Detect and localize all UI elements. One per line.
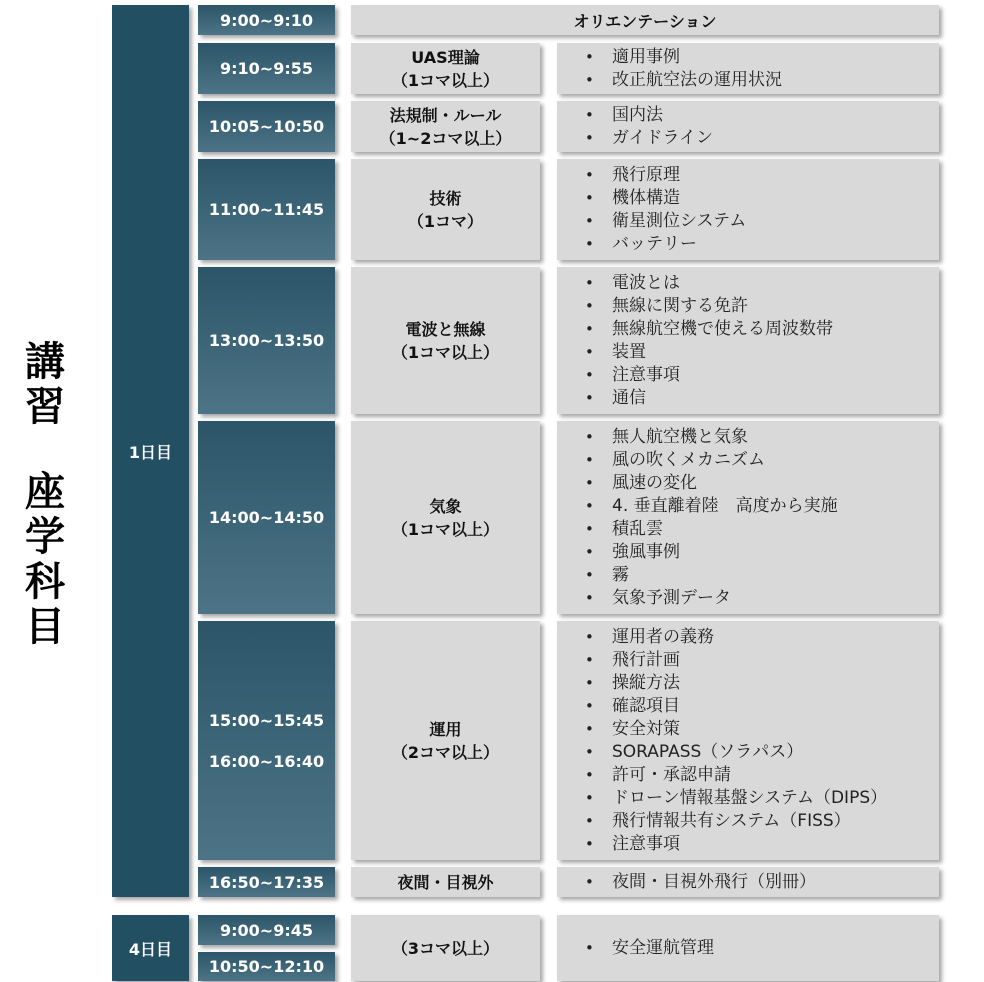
row-subject	[351, 159, 540, 260]
list-item: • 強風事例	[585, 541, 939, 564]
row-subject	[351, 101, 540, 152]
title-char: 座	[25, 469, 65, 515]
row-content	[557, 267, 939, 414]
list-item: • 操縦方法	[585, 672, 939, 695]
list-item: • ガイドライン	[585, 127, 939, 150]
orientation-label: オリエンテーション	[573, 11, 717, 31]
list-item: • ドローン情報基盤システム（DIPS）	[585, 787, 939, 810]
list-item: • 改正航空法の運用状況	[585, 69, 939, 92]
subject-periods: （1コマ以上）	[391, 519, 500, 539]
subject-name: 夜間・目視外	[397, 872, 494, 892]
orientation-row	[351, 5, 939, 35]
row-time	[198, 867, 335, 897]
row-subject	[351, 867, 540, 897]
subject-periods: （2コマ以上）	[391, 742, 500, 762]
list-item: • 霧	[585, 564, 939, 587]
subject-name: UAS理論	[411, 47, 480, 67]
day1-column	[112, 5, 189, 897]
title-char: 目	[25, 604, 65, 650]
list-item: • バッテリー	[585, 233, 939, 256]
row-content	[557, 159, 939, 260]
subject-name: 電波と無線	[405, 319, 486, 339]
list-item: • 気象予測データ	[585, 587, 939, 610]
row-subject	[351, 421, 540, 614]
subject-name: 気象	[429, 496, 462, 516]
title-char: 講	[25, 339, 65, 385]
title-char: 学	[25, 514, 65, 560]
list-item: • 注意事項	[585, 833, 939, 856]
list-item: • 運用者の義務	[585, 626, 939, 649]
time-label: 15:00~15:45	[208, 710, 325, 730]
row-content	[557, 421, 939, 614]
list-item: • 飛行情報共有システム（FISS）	[585, 810, 939, 833]
list-item: • 風速の変化	[585, 472, 939, 495]
subject-periods: （1コマ）	[407, 211, 484, 231]
list-item: • 注意事項	[585, 364, 939, 387]
time-label: 9:00~9:10	[220, 10, 313, 30]
day1-label: 1日目	[128, 442, 173, 462]
list-item: • 風の吹くメカニズム	[585, 449, 939, 472]
day4-label: 4日目	[128, 939, 173, 959]
time-label: 13:00~13:50	[208, 331, 325, 350]
time-label: 16:50~17:35	[208, 872, 325, 892]
list-item: • 無線に関する免許	[585, 295, 939, 318]
list-item: • 飛行計画	[585, 649, 939, 672]
row-time	[198, 43, 335, 94]
list-item: • 機体構造	[585, 187, 939, 210]
subject-name: 技術	[429, 188, 462, 208]
time-label: 10:50~12:10	[208, 957, 325, 976]
time-label: 14:00~14:50	[208, 508, 325, 527]
title-char: 習	[25, 384, 65, 430]
time-label: 10:05~10:50	[208, 117, 325, 136]
list-item: • 飛行原理	[585, 164, 939, 187]
list-item: • 無線航空機で使える周波数帯	[585, 318, 939, 341]
subject-periods: （1コマ以上）	[391, 70, 500, 90]
list-item: • 積乱雲	[585, 518, 939, 541]
section-title-part2	[20, 470, 70, 650]
row-content	[557, 621, 939, 860]
row-time	[198, 159, 335, 260]
row-subject	[351, 267, 540, 414]
subject-name: 法規制・ルール	[389, 105, 502, 125]
section-title-part1	[20, 340, 70, 430]
row-content	[557, 43, 939, 94]
row-content	[557, 101, 939, 152]
list-item: • 適用事例	[585, 46, 939, 69]
time-label: 9:10~9:55	[220, 59, 313, 78]
subject-periods: （1コマ以上）	[391, 342, 500, 362]
row-time	[198, 421, 335, 614]
time-label: 9:00~9:45	[220, 920, 313, 940]
list-item: • 無人航空機と気象	[585, 426, 939, 449]
orientation-time	[198, 5, 335, 35]
row-time	[198, 621, 335, 860]
list-item: • 安全運航管理	[585, 937, 939, 960]
subject-name: 運用	[429, 719, 462, 739]
row-time	[198, 267, 335, 414]
row-content	[557, 867, 939, 897]
list-item: • 電波とは	[585, 272, 939, 295]
list-item: • 4. 垂直離着陸 高度から実施	[585, 495, 939, 518]
day4-content	[557, 915, 939, 981]
row-subject	[351, 621, 540, 860]
list-item: • 夜間・目視外飛行（別冊）	[585, 871, 939, 894]
list-item: • SORAPASS（ソラパス）	[585, 741, 939, 764]
row-subject	[351, 43, 540, 94]
day4-time-1	[198, 915, 335, 945]
list-item: • 安全対策	[585, 718, 939, 741]
list-item: • 国内法	[585, 104, 939, 127]
day4-column	[112, 915, 189, 981]
title-char: 科	[25, 559, 65, 605]
list-item: • 確認項目	[585, 695, 939, 718]
day4-subject	[351, 915, 540, 981]
subject-periods: （3コマ以上）	[391, 938, 500, 958]
time-label: 11:00~11:45	[208, 200, 325, 219]
day4-time-2	[198, 952, 335, 981]
list-item: • 装置	[585, 341, 939, 364]
list-item: • 許可・承認申請	[585, 764, 939, 787]
row-time	[198, 101, 335, 152]
list-item: • 衛星測位システム	[585, 210, 939, 233]
list-item: • 通信	[585, 387, 939, 410]
time-label-2: 16:00~16:40	[208, 751, 325, 771]
subject-periods: （1~2コマ以上）	[379, 128, 512, 148]
